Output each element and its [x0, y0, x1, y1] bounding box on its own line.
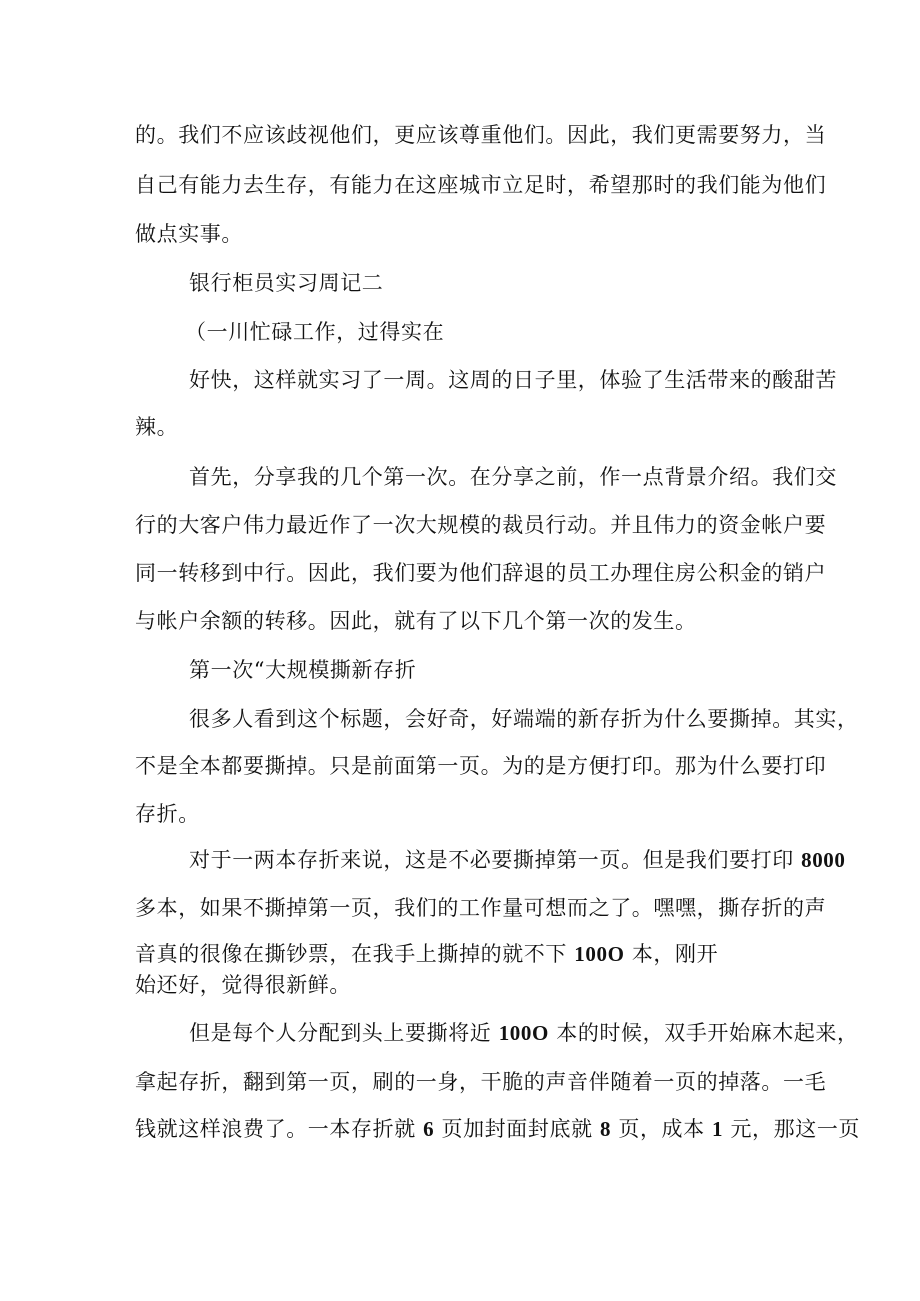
text-line: 存折。	[135, 802, 200, 826]
number-run: 1	[712, 1117, 724, 1141]
text-line: 辣。	[135, 415, 179, 439]
text-run: 音真的很像在撕钞票，在我手上撕掉的就不下	[135, 942, 567, 966]
text-line: 多本，如果不撕掉第一页，我们的工作量可想而之了。嘿嘿，撕存折的声	[135, 896, 827, 920]
text-line: 不是全本都要撕掉。只是前面第一页。为的是方便打印。那为什么要打印	[135, 754, 827, 778]
text-run: 本，刚开	[631, 942, 719, 966]
text-line: 很多人看到这个标题，会好奇，好端端的新存折为什么要撕掉。其实，	[189, 707, 859, 731]
text-run: 本的时候，双手开始麻木起来，	[556, 1021, 859, 1045]
number-run: 8000	[801, 848, 846, 872]
text-run: 钱就这样浪费了。一本存折就	[135, 1117, 416, 1141]
text-line: （一川忙碌工作，过得实在	[185, 320, 445, 344]
text-run: 但是每个人分配到头上要撕将近	[189, 1021, 492, 1045]
text-run: 页加封面封底就	[441, 1117, 593, 1141]
text-line: 拿起存折，翻到第一页，刷的一身，干脆的声音伴随着一页的掉落。一毛	[135, 1070, 827, 1094]
text-line: 自己有能力去生存，有能力在这座城市立足时，希望那时的我们能为他们	[135, 173, 827, 197]
text-run: 元，那这一页	[730, 1117, 861, 1141]
number-run: 6	[423, 1117, 435, 1141]
text-line: 同一转移到中行。因此，我们要为他们辞退的员工办理住房公积金的销户	[135, 561, 827, 585]
text-line: 与帐户余额的转移。因此，就有了以下几个第一次的发生。	[135, 609, 697, 633]
text-line: 的。我们不应该歧视他们，更应该尊重他们。因此，我们更需要努力，当	[135, 123, 827, 147]
number-run: 100O	[574, 942, 625, 966]
text-line: 行的大客户伟力最近作了一次大规模的裁员行动。并且伟力的资金帐户要	[135, 513, 827, 537]
text-run: 对于一两本存折来说，这是不必要撕掉第一页。但是我们要打印	[189, 848, 794, 872]
text-line	[189, 1018, 859, 1048]
text-line	[189, 845, 846, 875]
text-run: 页，成本	[618, 1117, 705, 1141]
text-line: 首先，分享我的几个第一次。在分享之前，作一点背景介绍。我们交	[189, 465, 837, 489]
number-run: 8	[599, 1117, 612, 1141]
section-heading: 银行柜员实习周记二	[189, 271, 384, 295]
text-line: 始还好，觉得很新鲜。	[135, 973, 351, 997]
text-line	[135, 1114, 860, 1144]
text-line	[135, 939, 718, 969]
number-run: 100O	[498, 1021, 549, 1045]
text-line: 好快，这样就实习了一周。这周的日子里，体验了生活带来的酸甜苦	[189, 368, 837, 392]
section-heading: 第一次“大规模撕新存折	[189, 658, 417, 682]
text-line: 做点实事。	[135, 222, 243, 246]
